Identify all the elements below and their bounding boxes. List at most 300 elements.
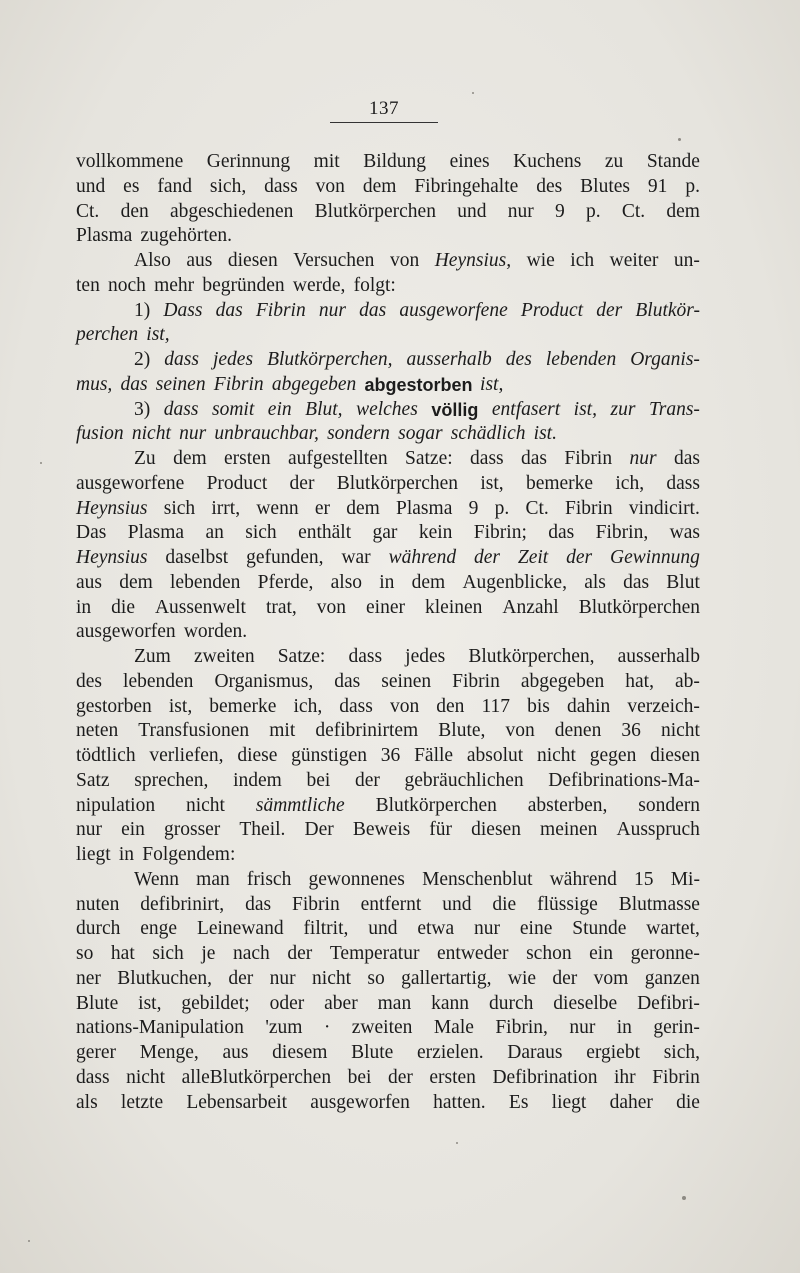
text-line bbox=[76, 497, 700, 522]
word: grosser bbox=[163, 819, 221, 841]
word: Fibrin bbox=[292, 893, 340, 915]
word: aber bbox=[324, 992, 358, 1014]
word: kein bbox=[418, 522, 453, 544]
body-text bbox=[76, 150, 700, 1115]
word: entfernt bbox=[360, 893, 422, 915]
word: abgeschiedenen bbox=[169, 200, 294, 222]
word: lebenden bbox=[170, 571, 241, 593]
word: Fibrin bbox=[564, 448, 613, 469]
word: Blutkörperchen, bbox=[267, 349, 393, 370]
word: verzeich- bbox=[627, 695, 700, 717]
word: p. bbox=[494, 497, 510, 519]
word: jedes bbox=[405, 646, 446, 667]
word: Blut bbox=[666, 571, 700, 593]
word: Heynsius, bbox=[434, 250, 512, 271]
word: nur bbox=[318, 299, 346, 321]
word: durch bbox=[76, 918, 121, 940]
word: vom bbox=[593, 967, 629, 989]
word: das bbox=[245, 893, 272, 915]
word: gefunden, bbox=[246, 547, 324, 568]
word: die bbox=[111, 596, 135, 618]
text-line bbox=[76, 274, 700, 299]
word: Augenblicke, bbox=[462, 571, 567, 593]
word: daher bbox=[609, 1091, 653, 1113]
text-line bbox=[76, 200, 700, 225]
word: sich bbox=[152, 943, 184, 964]
word: gerer bbox=[76, 1042, 117, 1063]
word: Lebensarbeit bbox=[186, 1091, 288, 1113]
word: von bbox=[505, 720, 535, 742]
word: als bbox=[584, 571, 606, 593]
word: durch bbox=[488, 992, 534, 1014]
word: diesen bbox=[650, 745, 700, 766]
word: Fibrin bbox=[255, 299, 306, 321]
word: Gewinnung bbox=[610, 547, 700, 568]
word: in bbox=[118, 844, 135, 865]
word: der bbox=[552, 967, 578, 989]
text-line bbox=[76, 893, 700, 918]
word: kleinen bbox=[425, 596, 483, 618]
word: ist, bbox=[480, 472, 504, 494]
word: Zu bbox=[134, 448, 156, 469]
word: dem bbox=[666, 200, 700, 222]
word: frisch bbox=[246, 868, 292, 890]
word: 9 bbox=[554, 200, 565, 222]
word: Der bbox=[304, 819, 334, 841]
word: diesem bbox=[272, 1042, 328, 1063]
word: nur bbox=[269, 967, 296, 989]
word: nur bbox=[76, 819, 102, 841]
text-line bbox=[76, 150, 700, 175]
word: ich, bbox=[615, 472, 645, 494]
word: Blutes bbox=[580, 175, 630, 197]
paper-speck bbox=[40, 462, 42, 464]
word: dahin bbox=[566, 695, 611, 717]
word: diesen bbox=[471, 819, 521, 841]
word: man bbox=[196, 868, 230, 890]
word: sondern bbox=[638, 794, 700, 816]
word: Defibri- bbox=[637, 992, 700, 1014]
word: meinen bbox=[540, 819, 598, 841]
word: ganzen bbox=[644, 967, 700, 989]
word: Fibrin, bbox=[595, 522, 649, 544]
word: Trans- bbox=[648, 398, 700, 420]
text-line bbox=[76, 299, 700, 324]
word: das bbox=[359, 299, 387, 321]
word: es bbox=[123, 175, 140, 197]
word: Mi- bbox=[670, 868, 700, 890]
word: ich, bbox=[293, 695, 323, 717]
word: von bbox=[389, 250, 420, 271]
word: jedes bbox=[212, 349, 254, 370]
text-line bbox=[76, 521, 700, 546]
word: und bbox=[457, 200, 487, 222]
word: folgt: bbox=[353, 274, 396, 296]
word: nicht bbox=[536, 745, 576, 766]
word: aus bbox=[186, 250, 213, 271]
word: in bbox=[76, 596, 92, 618]
paper-speck bbox=[678, 138, 681, 141]
word: nations-Manipulation bbox=[76, 1017, 244, 1039]
word: denen bbox=[554, 720, 602, 742]
text-line bbox=[76, 571, 700, 596]
word: Product bbox=[520, 299, 584, 321]
word: hat, bbox=[625, 670, 654, 692]
word: dem bbox=[346, 497, 380, 519]
text-line bbox=[76, 1016, 700, 1041]
word: Transfusionen bbox=[138, 720, 250, 742]
word: gegen bbox=[589, 745, 637, 766]
word: Product bbox=[206, 472, 268, 494]
word: der bbox=[287, 943, 313, 964]
word: der bbox=[289, 472, 315, 494]
word: ausgeworfene bbox=[76, 472, 185, 494]
text-line bbox=[76, 323, 700, 348]
word: worden. bbox=[183, 621, 248, 643]
word: Blut, bbox=[305, 398, 343, 420]
word: 91 bbox=[647, 175, 668, 197]
word: des bbox=[505, 349, 532, 370]
word: Temperatur bbox=[329, 943, 420, 964]
word: nicht bbox=[660, 720, 700, 742]
word: Blutmasse bbox=[618, 893, 700, 915]
word: 3) bbox=[134, 398, 151, 420]
word: einer bbox=[366, 596, 406, 618]
word: Fibrin bbox=[452, 670, 500, 692]
word: dass bbox=[76, 1066, 110, 1088]
word: der bbox=[228, 967, 254, 989]
text-line bbox=[76, 769, 700, 794]
word: nur bbox=[179, 423, 207, 445]
word: Anzahl bbox=[502, 596, 559, 618]
word: gerin- bbox=[653, 1017, 700, 1039]
word: Zum bbox=[134, 646, 171, 667]
word: Fibrin bbox=[564, 497, 613, 519]
word: fusion bbox=[76, 423, 124, 445]
word: Heynsius bbox=[76, 497, 148, 519]
word: Ct. bbox=[76, 200, 100, 222]
word: wartet, bbox=[646, 918, 700, 940]
word: Plasma bbox=[76, 225, 133, 247]
word: das bbox=[521, 448, 548, 469]
word: Defibrinations-Ma- bbox=[548, 769, 700, 791]
word: er bbox=[314, 497, 330, 519]
word: Plasma bbox=[396, 497, 453, 519]
word: Fibrin; bbox=[473, 522, 527, 544]
word: wie bbox=[526, 250, 555, 271]
word: ist, bbox=[146, 324, 170, 346]
word: Bildung bbox=[363, 151, 427, 172]
word: nur bbox=[474, 918, 501, 940]
word: ab- bbox=[675, 670, 700, 692]
word: diesen bbox=[227, 250, 278, 271]
word: ist, bbox=[168, 695, 193, 717]
word: entweder bbox=[437, 943, 509, 964]
paper-speck bbox=[456, 1142, 458, 1144]
word: abgestorben bbox=[364, 374, 473, 395]
word: zur bbox=[610, 398, 636, 420]
word: für bbox=[429, 819, 453, 841]
word: ihr bbox=[614, 1066, 636, 1088]
word: man bbox=[377, 992, 412, 1014]
word: eines bbox=[449, 151, 490, 172]
word: welches bbox=[356, 398, 418, 420]
word: dem bbox=[362, 175, 397, 197]
word: dieselbe bbox=[553, 992, 618, 1014]
word: nur bbox=[629, 448, 657, 469]
word: ten bbox=[76, 274, 100, 296]
word: dass bbox=[666, 472, 700, 494]
word: un- bbox=[673, 250, 700, 271]
text-line bbox=[76, 967, 700, 992]
word: seinen bbox=[381, 670, 432, 692]
word: ich bbox=[570, 250, 595, 271]
word: zweiten bbox=[351, 1017, 413, 1039]
word: die bbox=[676, 1091, 700, 1113]
word: p. bbox=[685, 175, 700, 197]
word: Aussenwelt bbox=[154, 596, 246, 618]
word: den bbox=[120, 200, 149, 222]
word: mit bbox=[313, 151, 340, 172]
word: günstigen bbox=[291, 745, 368, 766]
word: zu bbox=[604, 151, 624, 172]
word: letzte bbox=[120, 1091, 164, 1113]
word: · bbox=[323, 1017, 331, 1039]
word: indem bbox=[233, 769, 282, 791]
word: Fibrin, bbox=[495, 1017, 548, 1039]
word: Es bbox=[508, 1091, 529, 1113]
word: Blutkörperchen bbox=[336, 472, 459, 494]
word: ausgeworfen bbox=[76, 621, 176, 643]
word: seinen bbox=[155, 373, 206, 395]
word: von bbox=[389, 695, 420, 717]
word: p. bbox=[585, 200, 601, 222]
word: bemerke bbox=[209, 695, 277, 717]
word: Blutkörperchen bbox=[314, 200, 436, 222]
word: der bbox=[354, 769, 380, 791]
word: Defibrination bbox=[492, 1066, 598, 1088]
word: hatten. bbox=[433, 1091, 486, 1113]
word: Ausspruch bbox=[616, 819, 700, 841]
text-line bbox=[76, 373, 700, 398]
word: Organismus, bbox=[214, 670, 314, 692]
word: abgegeben bbox=[271, 373, 357, 395]
word: nur bbox=[507, 200, 534, 222]
text-line bbox=[76, 398, 700, 423]
word: gebildet; bbox=[181, 992, 250, 1014]
word: Blute, bbox=[438, 720, 486, 742]
word: und bbox=[442, 893, 472, 915]
word: Beweis bbox=[352, 819, 411, 841]
word: 9 bbox=[468, 497, 479, 519]
word: als bbox=[76, 1091, 98, 1113]
word: Stande bbox=[646, 151, 700, 172]
word: Plasma bbox=[127, 522, 185, 544]
word: das bbox=[623, 571, 650, 593]
word: Theil. bbox=[239, 819, 286, 841]
word: Kuchens bbox=[513, 151, 582, 172]
word: Zeit bbox=[517, 547, 549, 568]
word: Gerinnung bbox=[206, 151, 291, 172]
word: Blutkuchen, bbox=[117, 967, 213, 989]
word: ausgeworfen bbox=[310, 1091, 410, 1113]
word: entfasert bbox=[491, 398, 561, 420]
text-line bbox=[76, 249, 700, 274]
word: 'zum bbox=[265, 1017, 303, 1039]
word: Heynsius bbox=[76, 547, 148, 568]
word: alleBlutkörperchen bbox=[181, 1066, 332, 1088]
word: sich, bbox=[663, 1042, 700, 1063]
word: das bbox=[215, 299, 243, 321]
word: Versuchen bbox=[293, 250, 375, 271]
word: ein bbox=[267, 398, 292, 420]
word: sondern bbox=[327, 423, 390, 445]
word: Menschenblut bbox=[422, 868, 533, 890]
word: noch bbox=[108, 274, 146, 296]
word: das bbox=[120, 373, 148, 395]
word: lebenden bbox=[123, 670, 194, 692]
word: sämmtliche bbox=[255, 794, 345, 816]
word: die bbox=[492, 893, 517, 915]
word: das bbox=[334, 670, 361, 692]
word: oder bbox=[269, 992, 305, 1014]
word: 1) bbox=[134, 299, 151, 321]
word: begründen bbox=[202, 274, 285, 296]
word: ergiebt bbox=[586, 1042, 640, 1063]
word: während bbox=[388, 547, 457, 568]
word: Wenn bbox=[134, 868, 179, 890]
word: 15 bbox=[634, 868, 654, 890]
text-line bbox=[76, 175, 700, 200]
text-line bbox=[76, 645, 700, 670]
word: Menge, bbox=[139, 1042, 199, 1063]
word: Fibringehalte bbox=[414, 175, 519, 197]
word: das bbox=[673, 448, 700, 469]
word: schon bbox=[526, 943, 572, 964]
word: Pferde, bbox=[257, 571, 314, 593]
word: Blutkörperchen bbox=[578, 596, 700, 618]
word: dass bbox=[163, 398, 199, 420]
word: aus bbox=[222, 1042, 249, 1063]
word: aufgestellten bbox=[287, 448, 388, 469]
text-line bbox=[76, 620, 700, 645]
word: etwa bbox=[417, 918, 455, 940]
word: wie bbox=[507, 967, 537, 989]
word: werde, bbox=[292, 274, 346, 296]
word: dem bbox=[119, 571, 153, 593]
text-line bbox=[76, 868, 700, 893]
word: Fibrin bbox=[652, 1066, 700, 1088]
word: von bbox=[316, 596, 347, 618]
word: Dass bbox=[163, 299, 203, 321]
word: verliefen, bbox=[149, 745, 224, 766]
word: unbrauchbar, bbox=[214, 423, 319, 445]
word: Male bbox=[433, 1017, 474, 1039]
word: also bbox=[330, 571, 363, 593]
word: aus bbox=[76, 571, 102, 593]
word: somit bbox=[212, 398, 255, 420]
word: bemerke bbox=[525, 472, 594, 494]
word: bei bbox=[306, 769, 331, 791]
text-line bbox=[76, 942, 700, 967]
text-line bbox=[76, 695, 700, 720]
word: geronne- bbox=[630, 943, 700, 964]
word: nicht bbox=[131, 423, 171, 445]
word: dass bbox=[264, 175, 298, 197]
word: perchen bbox=[76, 324, 139, 346]
text-line bbox=[76, 596, 700, 621]
word: zweiten bbox=[193, 646, 255, 667]
word: gallertartig, bbox=[401, 967, 492, 989]
word: des bbox=[76, 670, 102, 692]
word: fand bbox=[157, 175, 192, 197]
word: Blutkörperchen bbox=[375, 794, 497, 816]
word: tödtlich bbox=[76, 745, 136, 766]
word: an bbox=[205, 522, 224, 544]
word: gestorben bbox=[76, 695, 152, 717]
text-line bbox=[76, 794, 700, 819]
word: von bbox=[315, 175, 345, 197]
word: daselbst bbox=[165, 547, 229, 568]
text-line bbox=[76, 348, 700, 373]
text-line bbox=[76, 670, 700, 695]
word: nicht bbox=[126, 1066, 166, 1088]
word: vollkommene bbox=[76, 151, 184, 172]
word: so bbox=[76, 943, 94, 964]
word: 117 bbox=[481, 695, 511, 717]
text-line bbox=[76, 744, 700, 769]
word: Blute bbox=[351, 1042, 394, 1063]
word: gar bbox=[372, 522, 398, 544]
word: ner bbox=[76, 967, 101, 989]
word: der bbox=[596, 299, 623, 321]
page-number: 137 bbox=[369, 98, 399, 119]
word: war bbox=[341, 547, 371, 568]
word: dass bbox=[164, 349, 199, 370]
word: ersten bbox=[429, 1066, 476, 1088]
text-line bbox=[76, 546, 700, 571]
text-line bbox=[76, 843, 700, 868]
word: weiter bbox=[609, 250, 659, 271]
word: Daraus bbox=[507, 1042, 563, 1063]
word: nach bbox=[232, 943, 270, 964]
word: liegt bbox=[551, 1091, 587, 1113]
word: zugehörten. bbox=[140, 225, 233, 247]
word: eine bbox=[519, 918, 553, 940]
word: dem bbox=[173, 448, 207, 469]
word: absterben, bbox=[527, 794, 608, 816]
word: enge bbox=[140, 918, 178, 940]
word: Folgendem: bbox=[142, 844, 236, 865]
word: defibrinirtem bbox=[315, 720, 419, 742]
text-line bbox=[76, 472, 700, 497]
word: nur bbox=[569, 1017, 596, 1039]
word: dass bbox=[470, 448, 504, 469]
word: nicht bbox=[185, 794, 225, 816]
word: je bbox=[201, 943, 216, 964]
word: der bbox=[473, 547, 500, 568]
word: Leinewand bbox=[196, 918, 284, 940]
word: absolut bbox=[466, 745, 524, 766]
word: Satze: bbox=[405, 448, 453, 469]
word: ein bbox=[121, 819, 145, 841]
word: neten bbox=[76, 720, 119, 742]
text-line bbox=[76, 992, 700, 1017]
word: sich bbox=[163, 497, 196, 519]
word: sich bbox=[245, 522, 277, 544]
word: filtrit, bbox=[303, 918, 349, 940]
word: defibrinirt, bbox=[140, 893, 225, 915]
